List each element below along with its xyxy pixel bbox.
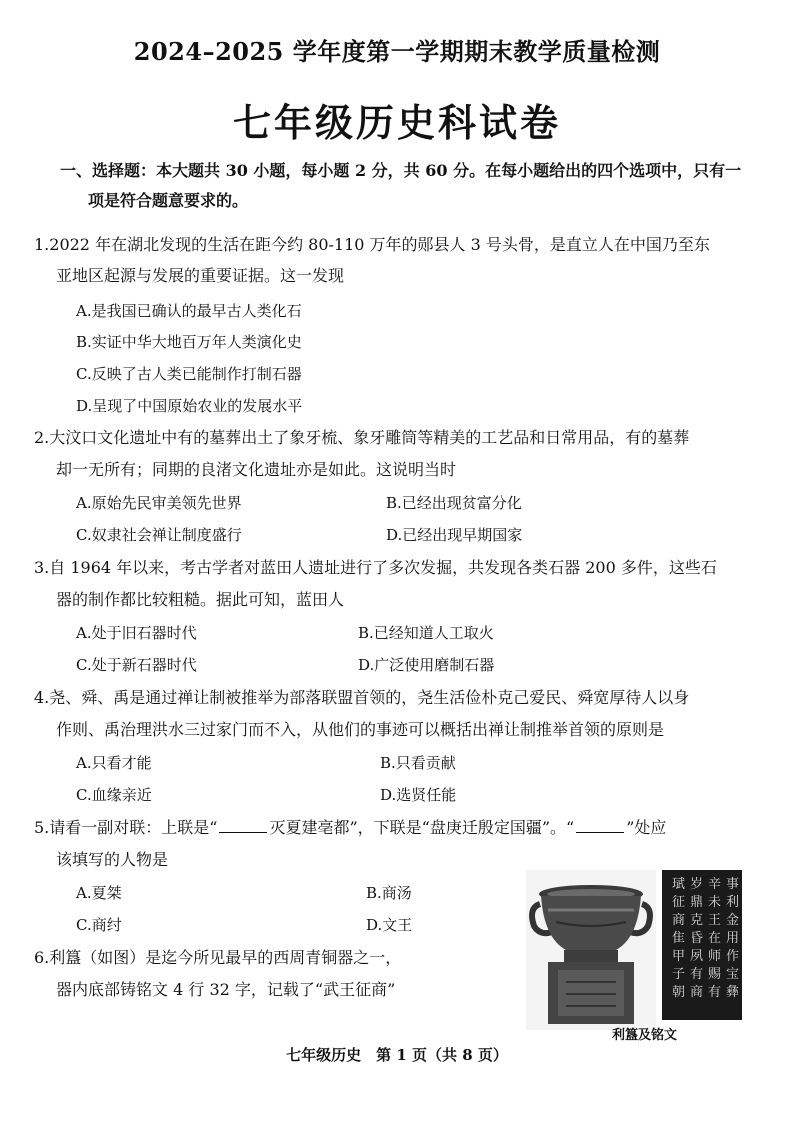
q5-blank-1 bbox=[219, 818, 267, 833]
q5-stem-line2: 该填写的人物是 bbox=[56, 850, 169, 869]
q5-option-c: C.商纣 bbox=[76, 916, 122, 934]
q2-option-c: C.奴隶社会禅让制度盛行 bbox=[76, 526, 242, 544]
svg-text:事: 事 bbox=[726, 877, 740, 892]
bronze-vessel-image bbox=[526, 870, 656, 1030]
q5-option-b: B.商汤 bbox=[366, 884, 412, 902]
svg-text:子: 子 bbox=[672, 967, 686, 982]
q1-option-b: B.实证中华大地百万年人类演化史 bbox=[76, 333, 302, 351]
svg-text:王: 王 bbox=[708, 913, 722, 928]
svg-text:昏: 昏 bbox=[690, 931, 704, 946]
q1-option-c: C.反映了古人类已能制作打制石器 bbox=[76, 365, 302, 383]
q5-blank-2 bbox=[576, 818, 624, 833]
svg-text:征: 征 bbox=[672, 895, 686, 910]
q4-stem-line2: 作则、禹治理洪水三过家门而不入，从他们的事迹可以概括出禅让制推举首领的原则是 bbox=[56, 720, 665, 739]
q5-option-d: D.文王 bbox=[366, 916, 413, 934]
svg-text:彝: 彝 bbox=[726, 985, 740, 1000]
q5-stem-part1: 5.请看一副对联：上联是“ bbox=[34, 818, 218, 837]
svg-text:金: 金 bbox=[726, 913, 740, 928]
svg-text:岁: 岁 bbox=[690, 877, 704, 892]
q2-option-d: D.已经出现早期国家 bbox=[386, 526, 523, 544]
svg-text:有: 有 bbox=[690, 967, 704, 982]
svg-text:宝: 宝 bbox=[726, 967, 740, 982]
svg-text:夙: 夙 bbox=[690, 949, 704, 964]
q1-option-a: A.是我国已确认的最早古人类化石 bbox=[76, 302, 302, 320]
svg-text:克: 克 bbox=[690, 913, 704, 928]
q3-stem-line1: 3.自 1964 年以来，考古学者对蓝田人遗址进行了多次发掘，共发现各类石器 200 多件，这些石 bbox=[34, 558, 717, 577]
inscription-rubbing-image bbox=[662, 870, 742, 1020]
q4-option-b: B.只看贡献 bbox=[380, 754, 456, 772]
svg-text:利: 利 bbox=[726, 895, 740, 910]
svg-text:用: 用 bbox=[726, 931, 740, 946]
li-gui-illustration bbox=[526, 870, 742, 1030]
svg-text:商: 商 bbox=[690, 985, 704, 1000]
q6-stem-line2: 器内底部铸铭文 4 行 32 字，记载了“武王征商” bbox=[56, 980, 396, 999]
q5-stem-part2: 灭夏建亳都”，下联是“盘庚迁殷定国疆”。“ bbox=[269, 818, 575, 837]
svg-text:在: 在 bbox=[708, 931, 722, 946]
q3-option-d: D.广泛使用磨制石器 bbox=[358, 656, 495, 674]
q5-option-a: A.夏桀 bbox=[76, 884, 122, 902]
svg-text:鼎: 鼎 bbox=[690, 895, 704, 910]
q2-option-b: B.已经出现贫富分化 bbox=[386, 494, 522, 512]
q3-option-b: B.已经知道人工取火 bbox=[358, 624, 494, 642]
svg-text:有: 有 bbox=[708, 985, 722, 1000]
svg-text:朝: 朝 bbox=[672, 985, 686, 1000]
q1-stem-line2: 亚地区起源与发展的重要证据。这一发现 bbox=[56, 266, 345, 285]
svg-text:赐: 赐 bbox=[708, 967, 722, 982]
svg-text:未: 未 bbox=[708, 895, 722, 910]
svg-text:作: 作 bbox=[726, 949, 740, 964]
q5-stem-part3: ”处应 bbox=[626, 818, 667, 837]
page-footer: 七年级历史 第 1 页（共 8 页） bbox=[286, 1046, 508, 1064]
q1-stem-line1: 1.2022 年在湖北发现的生活在距今约 80-110 万年的郧县人 3 号头骨，是直立人在中国乃至东 bbox=[34, 235, 710, 254]
q3-option-a: A.处于旧石器时代 bbox=[76, 624, 197, 642]
svg-text:甲: 甲 bbox=[672, 949, 686, 964]
q6-stem-line1: 6.利簋（如图）是迄今所见最早的西周青铜器之一， bbox=[34, 948, 402, 967]
li-gui-figure bbox=[526, 870, 742, 1030]
q5-stem-line1 bbox=[34, 817, 666, 839]
section1-instruction-line1: 一、选择题：本大题共 30 小题，每小题 2 分，共 60 分。在每小题给出的四个选项中，只有一 bbox=[60, 161, 742, 180]
q4-option-c: C.血缘亲近 bbox=[76, 786, 152, 804]
exam-title: 2024–2025 学年度第一学期期末教学质量检测 bbox=[133, 37, 661, 66]
inscription-col-1: 珷 bbox=[672, 877, 686, 892]
q3-option-c: C.处于新石器时代 bbox=[76, 656, 197, 674]
svg-text:商: 商 bbox=[672, 913, 686, 928]
q4-option-a: A.只看才能 bbox=[76, 754, 152, 772]
section1-instruction-line2: 项是符合题意要求的。 bbox=[88, 191, 249, 210]
exam-subtitle: 七年级历史科试卷 bbox=[232, 100, 561, 145]
q3-stem-line2: 器的制作都比较粗糙。据此可知，蓝田人 bbox=[56, 590, 345, 609]
q2-stem-line1: 2.大汶口文化遗址中有的墓葬出土了象牙梳、象牙雕筒等精美的工艺品和日常用品，有的墓葬 bbox=[34, 428, 690, 447]
svg-text:隹: 隹 bbox=[672, 931, 686, 946]
q2-stem-line2: 却一无所有；同期的良渚文化遗址亦是如此。这说明当时 bbox=[56, 460, 457, 479]
figure-caption: 利簋及铭文 bbox=[612, 1028, 678, 1043]
svg-text:辛: 辛 bbox=[708, 877, 722, 892]
svg-text:师: 师 bbox=[708, 949, 722, 964]
q1-option-d: D.呈现了中国原始农业的发展水平 bbox=[76, 397, 303, 415]
q2-option-a: A.原始先民审美领先世界 bbox=[76, 494, 242, 512]
q4-stem-line1: 4.尧、舜、禹是通过禅让制被推举为部落联盟首领的，尧生活俭朴克己爱民、舜宽厚待人以身 bbox=[34, 688, 690, 707]
q4-option-d: D.选贤任能 bbox=[380, 786, 457, 804]
